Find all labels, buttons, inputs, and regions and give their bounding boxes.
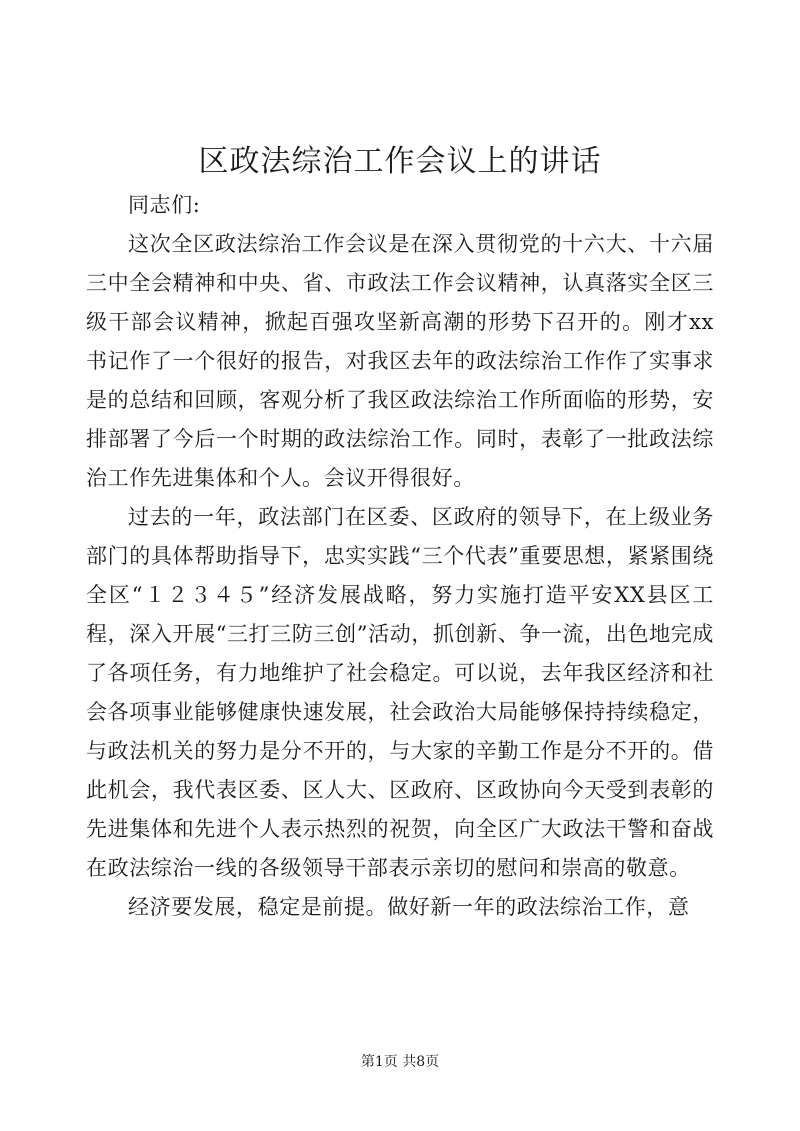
paragraph-3: 经济要发展，稳定是前提。做好新一年的政法综治工作，意 <box>128 895 690 919</box>
page-footer: 第1页 共8页 <box>360 1054 440 1070</box>
paragraph-1: 这次全区政法综治工作会议是在深入贯彻党的十六大、十六届三中全会精神和中央、省、市政法工作会议精神，认真落实全区三级干部会议精神，掀起百强攻坚新高潮的形势下召开的。刚才xx书记作了一个很好的报告，对我区去年的政法综治工作作了实事求是的总结和回顾，客观分析了我区政法综治工作所面临的形势，安排部署了今后一个时期的政法综治工作。同时，表彰了一批政法综治工作先进集体和个人。会议开得很好。 <box>86 232 714 490</box>
document-title: 区政法综治工作会议上的讲话 <box>198 144 602 179</box>
salutation: 同志们: <box>128 193 201 217</box>
paragraph-2: 过去的一年，政法部门在区委、区政府的领导下，在上级业务部门的具体帮助指导下，忠实实践“三个代表”重要思想，紧紧围绕全区“１２３４５”经济发展战略，努力实施打造平安XX县区工程，深入开展“三打三防三创”活动，抓创新、争一流，出色地完成了各项任务，有力地维护了社会稳定。可以说，去年我区经济和社会各项事业能够健康快速发展，社会政治大局能够保持持续稳定，与政法机关的努力是分不开的，与大家的辛勤工作是分不开的。借此机会，我代表区委、区人大、区政府、区政协向今天受到表彰的先进集体和先进个人表示热烈的祝贺，向全区广大政法干警和奋战在政法综治一线的各级领导干部表示亲切的慰问和崇高的敬意。 <box>86 505 714 880</box>
document-body <box>86 186 714 927</box>
